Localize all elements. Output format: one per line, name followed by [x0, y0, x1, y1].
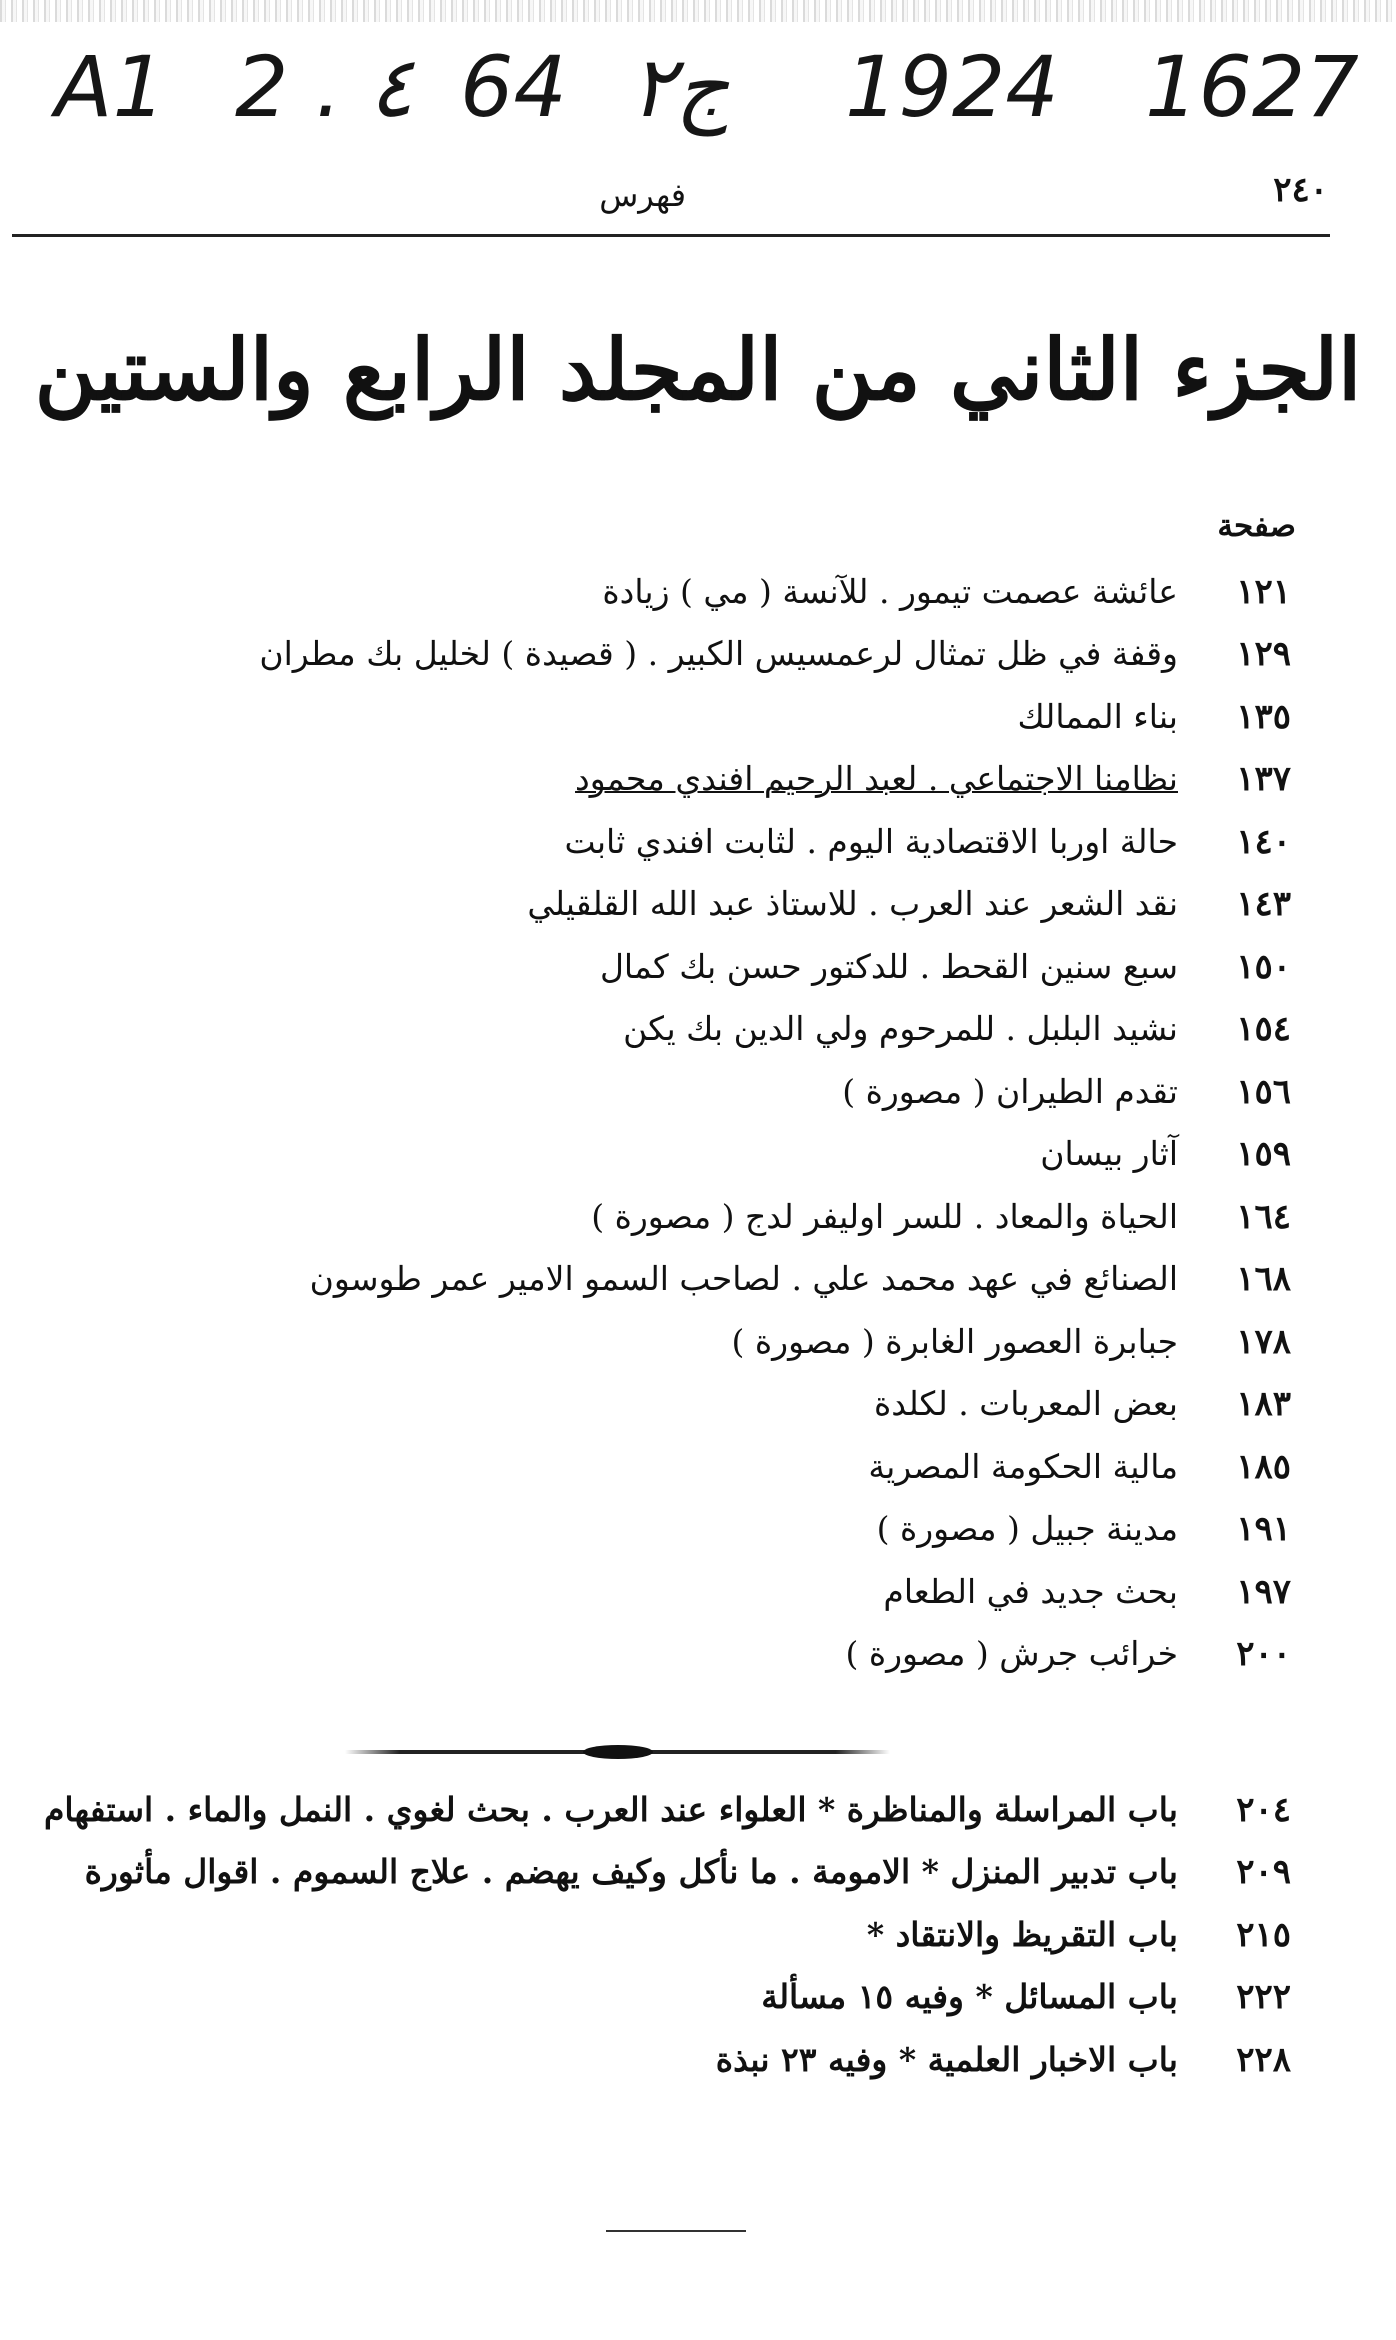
toc-page-number: ١٨٣ — [1236, 1384, 1291, 1424]
toc-title: الصنائع في عهد محمد علي . لصاحب السمو الامير عمر طوسون — [309, 1259, 1178, 1298]
toc-page-number: ٢٠٤ — [1236, 1790, 1291, 1830]
toc-page-number: ١٥٩ — [1236, 1134, 1291, 1174]
toc-entry — [0, 1072, 1396, 1128]
toc-entry — [0, 1197, 1396, 1253]
footer-rule — [606, 2230, 746, 2232]
toc-entry — [0, 1322, 1396, 1378]
toc-page-number: ١٣٥ — [1236, 697, 1291, 737]
toc-entry — [0, 697, 1396, 753]
toc-title: نقد الشعر عند العرب . للاستاذ عبد الله القلقيلي — [527, 884, 1178, 923]
toc-page-number: ١٨٥ — [1236, 1447, 1291, 1487]
toc-page-number: ١٦٤ — [1236, 1197, 1291, 1237]
toc-entry — [0, 1509, 1396, 1565]
ornamental-divider — [345, 1750, 890, 1754]
toc-page-number: ١٧٨ — [1236, 1322, 1291, 1362]
header-rule — [12, 234, 1330, 237]
handwritten-part: 2 . ٤ — [235, 38, 414, 136]
toc-entry — [0, 822, 1396, 878]
toc-page-number: ١٥٠ — [1236, 947, 1291, 987]
divider-ornament — [583, 1745, 653, 1759]
toc-page-number: ١٤٠ — [1236, 822, 1291, 862]
toc-title: نظامنا الاجتماعي . لعبد الرحيم افندي محمود — [575, 759, 1178, 798]
handwritten-part: 64 — [460, 38, 567, 136]
toc-entry — [0, 759, 1396, 815]
toc-page-number: ١٥٤ — [1236, 1009, 1291, 1049]
toc-entry — [0, 1259, 1396, 1315]
scan-speckle-border — [0, 0, 1396, 22]
header-title: فهرس — [599, 176, 686, 214]
toc-title: مدينة جبيل ( مصورة ) — [876, 1509, 1178, 1548]
column-heading-page: صفحة — [1217, 508, 1296, 544]
toc-page-number: ١٩١ — [1236, 1509, 1291, 1549]
toc-title: باب التقريظ والانتقاد * — [866, 1915, 1178, 1954]
toc-entry — [0, 884, 1396, 940]
handwritten-catalog-note — [55, 38, 1375, 158]
toc-title: بعض المعربات . لكلدة — [873, 1384, 1178, 1423]
toc-title: مالية الحكومة المصرية — [868, 1447, 1178, 1486]
toc-entry — [0, 1384, 1396, 1440]
toc-page-number: ١٥٦ — [1236, 1072, 1291, 1112]
toc-entry — [0, 1134, 1396, 1190]
toc-title: باب الاخبار العلمية * وفيه ٢٣ نبذة — [715, 2040, 1178, 2079]
toc-section — [0, 1977, 1396, 2033]
toc-page-number: ١٩٧ — [1236, 1572, 1291, 1612]
toc-entry — [0, 947, 1396, 1003]
toc-section — [0, 1915, 1396, 1971]
toc-section — [0, 2040, 1396, 2096]
toc-entry — [0, 1009, 1396, 1065]
toc-entry — [0, 634, 1396, 690]
toc-section — [0, 1852, 1396, 1908]
toc-entry — [0, 572, 1396, 628]
toc-page-number: ٢٢٨ — [1236, 2040, 1291, 2080]
toc-entry — [0, 1447, 1396, 1503]
toc-title: نشيد البلبل . للمرحوم ولي الدين بك يكن — [623, 1009, 1178, 1048]
toc-entry — [0, 1572, 1396, 1628]
toc-title: باب المراسلة والمناظرة * العلواء عند العرب . بحث لغوي . النمل والماء . استفهام — [44, 1790, 1178, 1829]
handwritten-part: 1924 — [845, 38, 1059, 136]
toc-page-number: ١٤٣ — [1236, 884, 1291, 924]
toc-page-number: ٢٢٢ — [1236, 1977, 1291, 2017]
toc-title: سبع سنين القحط . للدكتور حسن بك كمال — [599, 947, 1178, 986]
toc-title: وقفة في ظل تمثال لرعمسيس الكبير . ( قصيدة ) لخليل بك مطران — [259, 634, 1178, 673]
toc-title: بحث جديد في الطعام — [883, 1572, 1178, 1611]
toc-title: تقدم الطيران ( مصورة ) — [842, 1072, 1178, 1111]
toc-title: باب تدبير المنزل * الامومة . ما نأكل وكيف يهضم . علاج السموم . اقوال مأثورة — [84, 1852, 1178, 1891]
handwritten-part: 1627 — [1145, 38, 1359, 136]
toc-title: عائشة عصمت تيمور . للآنسة ( مي ) زيادة — [602, 572, 1178, 611]
toc-title: حالة اوربا الاقتصادية اليوم . لثابت افندي ثابت — [564, 822, 1178, 861]
toc-page-number: ١٣٧ — [1236, 759, 1291, 799]
toc-page-number: ٢٠٠ — [1236, 1634, 1291, 1674]
handwritten-part: A1 — [55, 38, 166, 136]
toc-page-number: ٢١٥ — [1236, 1915, 1291, 1955]
toc-title: خرائب جرش ( مصورة ) — [845, 1634, 1178, 1673]
toc-page-number: ٢٠٩ — [1236, 1852, 1291, 1892]
toc-title: الحياة والمعاد . للسر اوليفر لدج ( مصورة ) — [591, 1197, 1178, 1236]
main-title: الجزء الثاني من المجلد الرابع والستين — [34, 320, 1362, 419]
toc-title: جبابرة العصور الغابرة ( مصورة ) — [731, 1322, 1178, 1361]
toc-entry — [0, 1634, 1396, 1690]
toc-page-number: ١٢٩ — [1236, 634, 1291, 674]
page-header — [0, 170, 1396, 230]
toc-page-number: ١٦٨ — [1236, 1259, 1291, 1299]
toc-title: بناء الممالك — [1017, 697, 1178, 736]
toc-title: باب المسائل * وفيه ١٥ مسألة — [761, 1977, 1178, 2016]
toc-title: آثار بيسان — [1040, 1134, 1178, 1173]
handwritten-part: ج٢ — [630, 38, 730, 136]
page-number: ٢٤٠ — [1273, 170, 1328, 210]
toc-page-number: ١٢١ — [1236, 572, 1291, 612]
toc-section — [0, 1790, 1396, 1846]
